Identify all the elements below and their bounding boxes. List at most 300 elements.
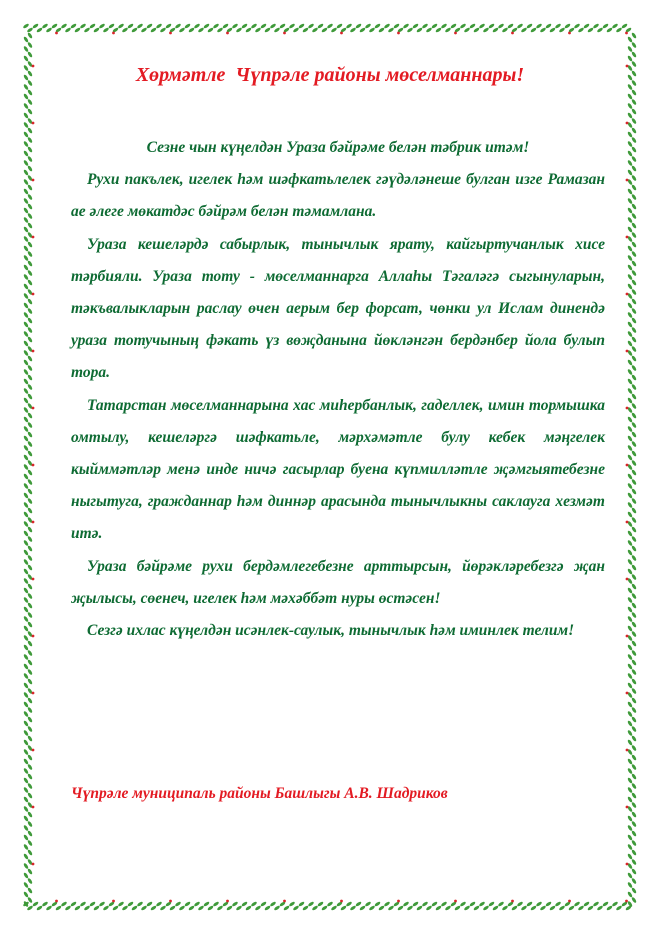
holly-leaf-icon bbox=[23, 469, 33, 480]
holly-leaf-icon bbox=[23, 289, 33, 300]
holly-leaf-icon bbox=[23, 260, 33, 271]
berry-dot bbox=[32, 578, 35, 581]
berry-dot bbox=[626, 635, 629, 638]
holly-leaf-icon bbox=[23, 517, 33, 528]
holly-leaf-icon bbox=[536, 901, 547, 911]
berry-dot bbox=[32, 179, 35, 182]
holly-leaf-icon bbox=[602, 23, 613, 33]
holly-leaf-icon bbox=[627, 650, 637, 661]
holly-leaf-icon bbox=[279, 901, 290, 911]
holly-leaf-icon bbox=[23, 526, 33, 537]
berry-dot bbox=[112, 32, 115, 35]
holly-leaf-icon bbox=[346, 901, 357, 911]
holly-leaf-icon bbox=[627, 726, 637, 737]
berry-dot bbox=[226, 32, 229, 35]
holly-leaf-icon bbox=[479, 23, 490, 33]
holly-leaf-icon bbox=[517, 23, 528, 33]
holly-leaf-icon bbox=[627, 526, 637, 537]
holly-leaf-icon bbox=[627, 764, 637, 775]
holly-leaf-icon bbox=[23, 859, 33, 870]
holly-leaf-icon bbox=[23, 479, 33, 490]
holly-leaf-icon bbox=[627, 555, 637, 566]
holly-leaf-icon bbox=[42, 23, 53, 33]
holly-leaf-icon bbox=[23, 118, 33, 129]
paragraph-values: Татарстан мөселманнарына хас миһербанлык, гаделлек, имин тормышка омтылу, кешеләргә шәфкатьле, мәрхәмәтле булу кебек мәңгелек кыйммәтләр менә инде ничә гасырлар буена күпмилләтле җәмгыятебезне ныгытуга, гражданнар һәм диннәр арасында тынычлыкны саклауга хезмәт итә. bbox=[71, 396, 605, 543]
holly-leaf-icon bbox=[23, 574, 33, 585]
berry-dot bbox=[626, 350, 629, 353]
holly-leaf-icon bbox=[627, 669, 637, 680]
holly-leaf-icon bbox=[365, 901, 376, 911]
holly-leaf-icon bbox=[627, 659, 637, 670]
holly-leaf-icon bbox=[279, 23, 290, 33]
holly-leaf-icon bbox=[51, 901, 62, 911]
berry-dot bbox=[55, 900, 58, 903]
holly-leaf-icon bbox=[80, 901, 91, 911]
berry-dot bbox=[626, 578, 629, 581]
holly-leaf-icon bbox=[621, 23, 632, 33]
holly-leaf-icon bbox=[450, 901, 461, 911]
holly-leaf-icon bbox=[627, 184, 637, 195]
holly-leaf-icon bbox=[627, 564, 637, 575]
berry-dot bbox=[32, 806, 35, 809]
berry-dot bbox=[626, 863, 629, 866]
paragraph-congratulation: Сезне чын күңелдән Ураза бәйрәме белән тәбрик итәм! bbox=[146, 139, 530, 156]
holly-leaf-icon bbox=[627, 735, 637, 746]
holly-leaf-icon bbox=[627, 878, 637, 889]
holly-leaf-icon bbox=[184, 23, 195, 33]
holly-leaf-icon bbox=[23, 298, 33, 309]
holly-leaf-icon bbox=[450, 23, 461, 33]
holly-leaf-icon bbox=[23, 650, 33, 661]
berry-dot bbox=[568, 32, 571, 35]
holly-leaf-icon bbox=[627, 317, 637, 328]
holly-leaf-icon bbox=[23, 232, 33, 243]
holly-leaf-icon bbox=[23, 213, 33, 224]
letter-body bbox=[71, 132, 605, 647]
berry-dot bbox=[32, 635, 35, 638]
holly-leaf-icon bbox=[627, 222, 637, 233]
holly-leaf-icon bbox=[23, 878, 33, 889]
holly-leaf-icon bbox=[412, 901, 423, 911]
berry-dot bbox=[626, 179, 629, 182]
holly-leaf-icon bbox=[507, 23, 518, 33]
holly-leaf-icon bbox=[627, 289, 637, 300]
holly-leaf-icon bbox=[23, 194, 33, 205]
holly-leaf-icon bbox=[260, 901, 271, 911]
holly-leaf-icon bbox=[108, 901, 119, 911]
holly-leaf-icon bbox=[422, 23, 433, 33]
holly-leaf-icon bbox=[232, 901, 243, 911]
holly-leaf-icon bbox=[627, 232, 637, 243]
holly-leaf-icon bbox=[251, 901, 262, 911]
holly-leaf-icon bbox=[627, 754, 637, 765]
holly-leaf-icon bbox=[23, 840, 33, 851]
holly-leaf-icon bbox=[517, 901, 528, 911]
holly-leaf-icon bbox=[336, 901, 347, 911]
holly-leaf-icon bbox=[241, 23, 252, 33]
berry-dot bbox=[283, 900, 286, 903]
holly-leaf-icon bbox=[127, 23, 138, 33]
berry-dot bbox=[626, 464, 629, 467]
holly-leaf-icon bbox=[298, 23, 309, 33]
berry-dot bbox=[169, 32, 172, 35]
holly-leaf-icon bbox=[23, 460, 33, 471]
holly-leaf-icon bbox=[23, 901, 34, 911]
holly-leaf-icon bbox=[564, 23, 575, 33]
holly-leaf-icon bbox=[270, 23, 281, 33]
berry-dot bbox=[169, 900, 172, 903]
holly-leaf-icon bbox=[627, 707, 637, 718]
holly-leaf-icon bbox=[23, 89, 33, 100]
holly-leaf-icon bbox=[627, 868, 637, 879]
holly-leaf-icon bbox=[469, 901, 480, 911]
berry-dot bbox=[625, 32, 628, 35]
holly-leaf-icon bbox=[627, 574, 637, 585]
holly-leaf-icon bbox=[393, 901, 404, 911]
holly-leaf-icon bbox=[23, 222, 33, 233]
holly-leaf-icon bbox=[80, 23, 91, 33]
holly-leaf-icon bbox=[403, 23, 414, 33]
holly-leaf-icon bbox=[627, 137, 637, 148]
berry-dot bbox=[626, 692, 629, 695]
holly-leaf-icon bbox=[627, 479, 637, 490]
holly-leaf-icon bbox=[412, 23, 423, 33]
holly-leaf-icon bbox=[23, 811, 33, 822]
holly-leaf-icon bbox=[89, 901, 100, 911]
berry-dot bbox=[454, 900, 457, 903]
holly-leaf-icon bbox=[23, 545, 33, 556]
holly-leaf-icon bbox=[156, 23, 167, 33]
holly-leaf-icon bbox=[61, 901, 72, 911]
holly-leaf-icon bbox=[23, 251, 33, 262]
holly-leaf-icon bbox=[545, 23, 556, 33]
holly-leaf-icon bbox=[23, 764, 33, 775]
berry-dot bbox=[626, 293, 629, 296]
holly-leaf-icon bbox=[327, 23, 338, 33]
holly-leaf-icon bbox=[488, 23, 499, 33]
holly-leaf-icon bbox=[627, 298, 637, 309]
holly-leaf-icon bbox=[203, 901, 214, 911]
holly-leaf-icon bbox=[89, 23, 100, 33]
holly-leaf-icon bbox=[213, 901, 224, 911]
holly-leaf-icon bbox=[23, 346, 33, 357]
holly-leaf-icon bbox=[23, 868, 33, 879]
holly-leaf-icon bbox=[627, 460, 637, 471]
holly-leaf-icon bbox=[374, 901, 385, 911]
holly-leaf-icon bbox=[317, 901, 328, 911]
berry-dot bbox=[511, 32, 514, 35]
holly-leaf-icon bbox=[23, 602, 33, 613]
holly-leaf-icon bbox=[23, 792, 33, 803]
holly-leaf-icon bbox=[627, 203, 637, 214]
holly-leaf-icon bbox=[317, 23, 328, 33]
holly-leaf-icon bbox=[469, 23, 480, 33]
holly-leaf-icon bbox=[627, 51, 637, 62]
holly-leaf-icon bbox=[23, 137, 33, 148]
holly-leaf-icon bbox=[355, 901, 366, 911]
holly-leaf-icon bbox=[627, 32, 637, 43]
holly-leaf-icon bbox=[627, 688, 637, 699]
holly-leaf-icon bbox=[627, 346, 637, 357]
holly-leaf-icon bbox=[627, 431, 637, 442]
berry-dot bbox=[32, 350, 35, 353]
holly-leaf-icon bbox=[526, 901, 537, 911]
berry-dot bbox=[625, 900, 628, 903]
holly-leaf-icon bbox=[23, 450, 33, 461]
holly-leaf-icon bbox=[23, 412, 33, 423]
holly-leaf-icon bbox=[23, 374, 33, 385]
holly-leaf-icon bbox=[23, 564, 33, 575]
holly-leaf-icon bbox=[23, 830, 33, 841]
holly-leaf-icon bbox=[23, 184, 33, 195]
holly-leaf-icon bbox=[51, 23, 62, 33]
holly-leaf-icon bbox=[627, 194, 637, 205]
holly-leaf-icon bbox=[583, 901, 594, 911]
holly-leaf-icon bbox=[627, 593, 637, 604]
holly-leaf-icon bbox=[627, 887, 637, 898]
holly-leaf-icon bbox=[23, 659, 33, 670]
holly-leaf-icon bbox=[23, 897, 33, 908]
holly-leaf-icon bbox=[627, 327, 637, 338]
holly-leaf-icon bbox=[23, 783, 33, 794]
holly-leaf-icon bbox=[627, 175, 637, 186]
holly-leaf-icon bbox=[23, 365, 33, 376]
holly-leaf-icon bbox=[23, 583, 33, 594]
berry-dot bbox=[340, 900, 343, 903]
berry-dot bbox=[32, 464, 35, 467]
holly-leaf-icon bbox=[627, 488, 637, 499]
holly-leaf-icon bbox=[23, 849, 33, 860]
berry-dot bbox=[626, 806, 629, 809]
holly-leaf-icon bbox=[627, 450, 637, 461]
signature: Чүпрәле муниципаль районы Башлыгы А.В. Шадриков bbox=[71, 785, 448, 802]
holly-leaf-icon bbox=[422, 901, 433, 911]
berry-dot bbox=[32, 692, 35, 695]
holly-leaf-icon bbox=[23, 32, 33, 43]
holly-leaf-icon bbox=[137, 23, 148, 33]
holly-leaf-icon bbox=[23, 754, 33, 765]
holly-leaf-icon bbox=[627, 355, 637, 366]
holly-leaf-icon bbox=[441, 23, 452, 33]
holly-leaf-icon bbox=[23, 431, 33, 442]
holly-leaf-icon bbox=[627, 213, 637, 224]
holly-leaf-icon bbox=[23, 612, 33, 623]
holly-leaf-icon bbox=[203, 23, 214, 33]
holly-leaf-icon bbox=[627, 469, 637, 480]
greeting-title: Хөрмәтле Чүпрәле районы мөселманнары! bbox=[135, 64, 525, 86]
holly-leaf-icon bbox=[355, 23, 366, 33]
holly-leaf-icon bbox=[23, 773, 33, 784]
holly-leaf-icon bbox=[627, 849, 637, 860]
holly-leaf-icon bbox=[384, 23, 395, 33]
holly-leaf-icon bbox=[23, 555, 33, 566]
holly-leaf-icon bbox=[184, 901, 195, 911]
berry-dot bbox=[454, 32, 457, 35]
berry-dot bbox=[626, 521, 629, 524]
holly-leaf-icon bbox=[621, 901, 632, 911]
holly-leaf-icon bbox=[627, 621, 637, 632]
berry-dot bbox=[397, 32, 400, 35]
berry-dot bbox=[32, 293, 35, 296]
holly-leaf-icon bbox=[627, 612, 637, 623]
holly-leaf-icon bbox=[23, 270, 33, 281]
berry-dot bbox=[112, 900, 115, 903]
holly-leaf-icon bbox=[564, 901, 575, 911]
holly-leaf-icon bbox=[627, 498, 637, 509]
holly-leaf-icon bbox=[23, 631, 33, 642]
holly-leaf-icon bbox=[460, 901, 471, 911]
holly-leaf-icon bbox=[336, 23, 347, 33]
holly-leaf-icon bbox=[593, 23, 604, 33]
holly-leaf-icon bbox=[23, 327, 33, 338]
holly-leaf-icon bbox=[23, 697, 33, 708]
holly-leaf-icon bbox=[165, 23, 176, 33]
berry-dot bbox=[626, 407, 629, 410]
holly-leaf-icon bbox=[555, 23, 566, 33]
holly-leaf-icon bbox=[384, 901, 395, 911]
holly-leaf-icon bbox=[498, 23, 509, 33]
holly-leaf-icon bbox=[222, 901, 233, 911]
holly-leaf-icon bbox=[627, 697, 637, 708]
holly-leaf-icon bbox=[574, 23, 585, 33]
holly-leaf-icon bbox=[627, 336, 637, 347]
holly-leaf-icon bbox=[108, 23, 119, 33]
holly-leaf-icon bbox=[32, 23, 43, 33]
holly-leaf-icon bbox=[23, 536, 33, 547]
holly-leaf-icon bbox=[289, 23, 300, 33]
holly-leaf-icon bbox=[627, 517, 637, 528]
holly-leaf-icon bbox=[612, 901, 623, 911]
holly-leaf-icon bbox=[23, 146, 33, 157]
berry-dot bbox=[626, 122, 629, 125]
holly-leaf-icon bbox=[460, 23, 471, 33]
holly-leaf-icon bbox=[23, 669, 33, 680]
holly-leaf-icon bbox=[23, 593, 33, 604]
holly-leaf-icon bbox=[627, 811, 637, 822]
holly-leaf-icon bbox=[156, 901, 167, 911]
holly-leaf-icon bbox=[627, 897, 637, 908]
holly-leaf-icon bbox=[627, 640, 637, 651]
holly-leaf-icon bbox=[23, 441, 33, 452]
holly-leaf-icon bbox=[627, 260, 637, 271]
holly-leaf-icon bbox=[627, 393, 637, 404]
holly-leaf-icon bbox=[627, 830, 637, 841]
holly-leaf-icon bbox=[627, 108, 637, 119]
holly-leaf-icon bbox=[627, 89, 637, 100]
berry-dot bbox=[340, 32, 343, 35]
holly-leaf-icon bbox=[23, 716, 33, 727]
holly-leaf-icon bbox=[70, 901, 81, 911]
holly-leaf-icon bbox=[23, 507, 33, 518]
holly-leaf-icon bbox=[555, 901, 566, 911]
holly-leaf-icon bbox=[612, 23, 623, 33]
holly-leaf-icon bbox=[118, 901, 129, 911]
holly-leaf-icon bbox=[23, 821, 33, 832]
holly-leaf-icon bbox=[23, 108, 33, 119]
holly-leaf-icon bbox=[23, 488, 33, 499]
paragraph-health: Сезгә ихлас күңелдән исәнлек-саулык, тынычлык һәм иминлек телим! bbox=[87, 622, 575, 640]
holly-leaf-icon bbox=[627, 156, 637, 167]
holly-leaf-icon bbox=[146, 901, 157, 911]
holly-leaf-icon bbox=[23, 355, 33, 366]
holly-leaf-icon bbox=[627, 792, 637, 803]
berry-dot bbox=[32, 236, 35, 239]
berry-dot bbox=[226, 900, 229, 903]
holly-leaf-icon bbox=[222, 23, 233, 33]
holly-leaf-icon bbox=[194, 23, 205, 33]
holly-leaf-icon bbox=[137, 901, 148, 911]
holly-leaf-icon bbox=[627, 859, 637, 870]
holly-leaf-icon bbox=[627, 583, 637, 594]
holly-leaf-icon bbox=[574, 901, 585, 911]
holly-leaf-icon bbox=[498, 901, 509, 911]
holly-leaf-icon bbox=[627, 536, 637, 547]
holly-leaf-icon bbox=[627, 716, 637, 727]
holly-leaf-icon bbox=[70, 23, 81, 33]
holly-leaf-icon bbox=[627, 384, 637, 395]
holly-leaf-icon bbox=[99, 901, 110, 911]
holly-leaf-icon bbox=[627, 441, 637, 452]
holly-leaf-icon bbox=[194, 901, 205, 911]
holly-leaf-icon bbox=[627, 507, 637, 518]
holly-leaf-icon bbox=[627, 365, 637, 376]
holly-leaf-icon bbox=[583, 23, 594, 33]
holly-leaf-icon bbox=[23, 279, 33, 290]
holly-leaf-icon bbox=[61, 23, 72, 33]
holly-leaf-icon bbox=[627, 118, 637, 129]
holly-leaf-icon bbox=[42, 901, 53, 911]
holly-leaf-icon bbox=[175, 901, 186, 911]
holly-leaf-icon bbox=[346, 23, 357, 33]
holly-leaf-icon bbox=[23, 42, 33, 53]
holly-leaf-icon bbox=[23, 678, 33, 689]
berry-dot bbox=[32, 521, 35, 524]
holly-leaf-icon bbox=[260, 23, 271, 33]
holly-leaf-icon bbox=[627, 146, 637, 157]
holly-leaf-icon bbox=[627, 678, 637, 689]
holly-leaf-icon bbox=[627, 802, 637, 813]
holly-leaf-icon bbox=[23, 127, 33, 138]
holly-leaf-icon bbox=[507, 901, 518, 911]
holly-leaf-icon bbox=[479, 901, 490, 911]
holly-leaf-icon bbox=[374, 23, 385, 33]
holly-leaf-icon bbox=[23, 498, 33, 509]
berry-dot bbox=[55, 32, 58, 35]
holly-leaf-icon bbox=[23, 621, 33, 632]
holly-leaf-icon bbox=[99, 23, 110, 33]
holly-leaf-icon bbox=[23, 308, 33, 319]
holly-leaf-icon bbox=[23, 403, 33, 414]
holly-leaf-icon bbox=[627, 374, 637, 385]
holly-leaf-icon bbox=[627, 631, 637, 642]
holly-leaf-icon bbox=[23, 203, 33, 214]
holly-leaf-icon bbox=[327, 901, 338, 911]
holly-leaf-icon bbox=[165, 901, 176, 911]
berry-dot bbox=[283, 32, 286, 35]
holly-leaf-icon bbox=[23, 707, 33, 718]
holly-leaf-icon bbox=[393, 23, 404, 33]
holly-leaf-icon bbox=[23, 735, 33, 746]
holly-leaf-icon bbox=[545, 901, 556, 911]
holly-leaf-icon bbox=[431, 23, 442, 33]
holly-leaf-icon bbox=[627, 840, 637, 851]
holly-leaf-icon bbox=[627, 745, 637, 756]
holly-leaf-icon bbox=[488, 901, 499, 911]
holly-leaf-icon bbox=[23, 156, 33, 167]
holly-leaf-icon bbox=[175, 23, 186, 33]
holly-leaf-icon bbox=[23, 23, 34, 33]
holly-leaf-icon bbox=[431, 901, 442, 911]
